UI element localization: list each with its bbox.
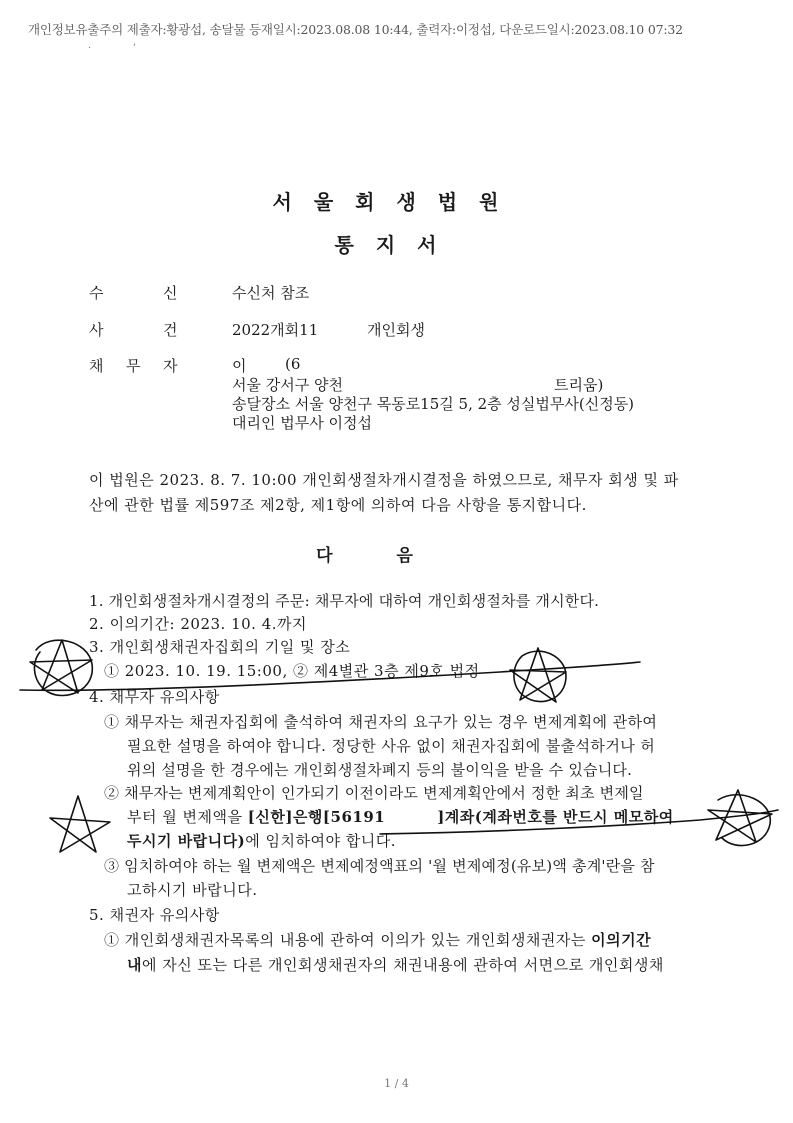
debtor-label-2: 무 bbox=[126, 357, 141, 375]
item-4-1-line-3: 위의 설명을 한 경우에는 개인회생절차폐지 등의 불이익을 받을 수 있습니다. bbox=[127, 761, 633, 779]
debtor-address-tail: 트리움) bbox=[554, 376, 604, 394]
case-label-1: 사 bbox=[89, 321, 104, 339]
debtor-address: 서울 강서구 양천 bbox=[232, 376, 343, 394]
objection-within: 내 bbox=[127, 956, 142, 974]
item-4-1-line-2: 필요한 설명을 하여야 합니다. 정당한 사유 없이 채권자집회에 불출석하거나 허 bbox=[127, 737, 656, 755]
debtor-agent: 대리인 법무사 이정섭 bbox=[232, 414, 372, 432]
recipient-label-2: 신 bbox=[163, 284, 178, 302]
item-2: 2. 이의기간: 2023. 10. 4.까지 bbox=[89, 615, 307, 633]
bank-account: [신한]은행[56191 bbox=[247, 808, 386, 826]
memo-note: 두시기 바랍니다) bbox=[127, 832, 246, 850]
document-title: 통지서 bbox=[334, 233, 459, 257]
item-3: 3. 개인회생채권자집회의 기일 및 장소 bbox=[89, 638, 351, 656]
item-4-3-line-1: ③ 임치하여야 하는 월 변제액은 변제예정액표의 '월 변제예정(유보)액 총계'란을 참 bbox=[104, 857, 655, 875]
objection-period: 이의기간 bbox=[591, 931, 652, 949]
case-name: 개인회생 bbox=[367, 321, 425, 339]
account-note: ]계좌(계좌번호를 반드시 메모하여 bbox=[437, 808, 674, 826]
item-5-1-text-2: 에 자신 또는 다른 개인회생채권자의 채권내용에 관하여 서면으로 개인회생채 bbox=[142, 956, 664, 974]
long-stroke-right bbox=[380, 810, 778, 834]
circle-mark-right-bottom bbox=[718, 795, 770, 846]
item-4-3-line-2: 고하시기 바랍니다. bbox=[127, 881, 258, 899]
item-1: 1. 개인회생절차개시결정의 주문: 채무자에 대하여 개인회생절차를 개시한다. bbox=[89, 592, 600, 610]
recipient-value: 수신처 참조 bbox=[232, 284, 310, 302]
intro-line-2: 산에 관한 법률 제597조 제2항, 제1항에 의하여 다음 사항을 통지합니다. bbox=[89, 496, 587, 514]
page-number: 1 / 4 bbox=[384, 1077, 409, 1090]
debtor-label-1: 채 bbox=[89, 357, 104, 375]
item-5-1-text: ① 개인회생채권자목록의 내용에 관하여 이의가 있는 개인회생채권자는 bbox=[104, 931, 586, 949]
intro-line-1: 이 법원은 2023. 8. 7. 10:00 개인회생절차개시결정을 하였으므로, 채무자 회생 및 파 bbox=[89, 471, 679, 489]
court-name: 서울회생법원 bbox=[272, 190, 521, 214]
item-4-2-text: 부터 월 변제액을 bbox=[127, 808, 243, 826]
case-label-2: 건 bbox=[163, 321, 178, 339]
stray-mark: · ʼ bbox=[88, 43, 136, 54]
deposit-text: 에 임치하여야 합니다. bbox=[245, 832, 396, 850]
debtor-id-partial: (6 bbox=[285, 355, 301, 373]
item-4: 4. 채무자 유의사항 bbox=[89, 688, 220, 706]
star-mark-left-bottom bbox=[50, 796, 110, 852]
star-mark-right-top bbox=[510, 648, 566, 702]
item-3-detail: ① 2023. 10. 19. 15:00, ② 제4별관 3층 제9호 법정 bbox=[104, 662, 480, 680]
section-title: 다음 bbox=[316, 546, 477, 566]
delivery-address: 송달장소 서울 양천구 목동로15길 5, 2층 성실법무사(신정동) bbox=[232, 395, 635, 413]
item-5: 5. 채권자 유의사항 bbox=[89, 906, 220, 924]
print-header: 개인정보유출주의 제출자:황광섭, 송달물 등재일시:2023.08.08 10:44, 출력자:이정섭, 다운로드일시:2023.08.10 07:32 bbox=[28, 22, 683, 37]
recipient-label-1: 수 bbox=[89, 284, 104, 302]
debtor-label-3: 자 bbox=[163, 357, 178, 375]
item-4-2-line-1: ② 채무자는 변제계획안이 인가되기 이전이라도 변제계획안에서 정한 최초 변제일 bbox=[104, 784, 644, 802]
case-number: 2022개회11 bbox=[232, 321, 319, 339]
redaction-address bbox=[345, 372, 550, 390]
debtor-name: 이 bbox=[232, 357, 247, 375]
item-4-1-line-1: ① 채무자는 채권자집회에 출석하여 채권자의 요구가 있는 경우 변제계획에 관하여 bbox=[104, 713, 658, 731]
